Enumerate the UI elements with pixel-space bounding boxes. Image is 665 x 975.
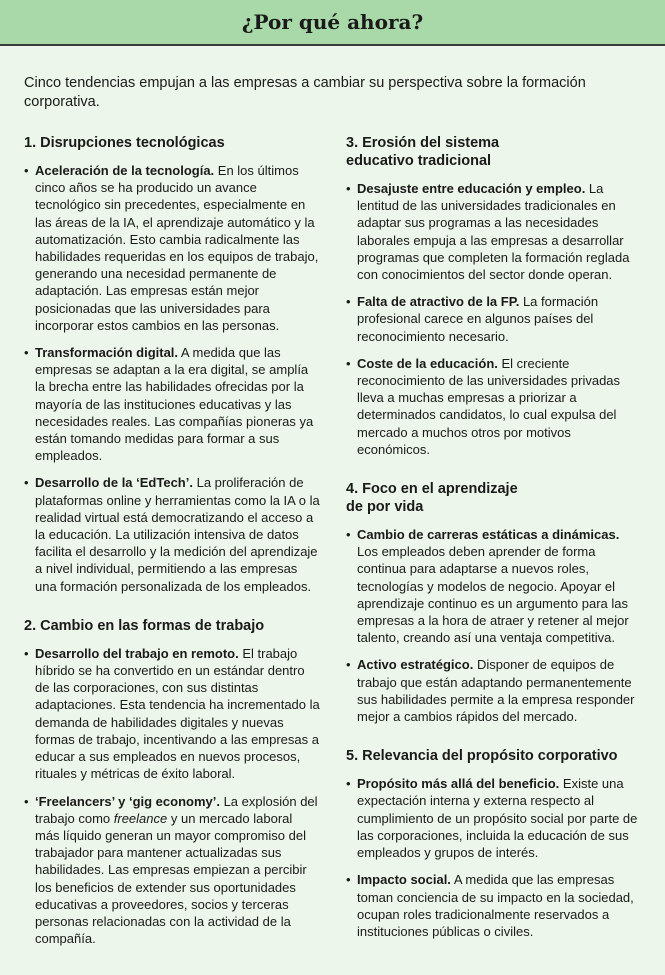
item-lead: Activo estratégico. bbox=[357, 657, 474, 673]
list-item bbox=[346, 293, 642, 345]
list-item bbox=[24, 344, 320, 464]
right-column bbox=[346, 134, 642, 969]
section-formas-trabajo bbox=[24, 617, 320, 947]
section-aprendizaje bbox=[346, 480, 642, 725]
header-bar bbox=[0, 0, 665, 46]
list-item bbox=[24, 474, 320, 594]
item-lead: Desarrollo del trabajo en remoto. bbox=[35, 645, 239, 661]
list-item bbox=[346, 871, 642, 940]
list-item bbox=[346, 656, 642, 725]
item-lead: Desajuste entre educación y empleo. bbox=[357, 181, 586, 196]
columns bbox=[24, 134, 665, 969]
item-lead: Cambio de carreras estáticas a dinámicas. bbox=[357, 527, 620, 543]
item-text: Los empleados deben aprender de forma continua para adaptarse a nuevos roles, tecnologías y modelos de negocio. Apoyar el aprendizaje continuo es un argumento para las empresas a la hora de atraer y retener al mejor talento, creando así una ventaja competitiva. bbox=[357, 544, 629, 646]
section-erosion bbox=[346, 134, 642, 458]
item-text: A medida que las empresas se adaptan a la era digital, se amplía la brecha entre las habilidades ofrecidas por la mayoría de las instituciones educativas y las necesidades reales. Las compañías pioneras ya están tomando medidas para formar a sus empleados. bbox=[35, 345, 314, 464]
section-title: 2. Cambio en las formas de trabajo bbox=[24, 617, 265, 634]
list-item bbox=[24, 793, 320, 948]
item-text: El creciente reconocimiento de las universidades privadas lleva a muchas empresas a priorizar a determinados candidatos, lo cual expulsa del mercado a muchos otros por motivos económicos. bbox=[357, 355, 621, 457]
item-lead: Impacto social. bbox=[357, 872, 451, 888]
bullet-list bbox=[346, 180, 642, 458]
section-disrupciones bbox=[24, 134, 320, 595]
list-item bbox=[346, 180, 642, 283]
item-text: Existe una expectación interna y externa respecto al cumplimiento de un propósito social por parte de las corporaciones, incluida la educación de sus empleados y grupos de interés. bbox=[357, 776, 638, 861]
item-text: El trabajo híbrido se ha convertido en un estándar dentro de las corporaciones, con sus distintas adaptaciones. Esta tendencia ha incrementado la demanda de habilidades digitales y nuevas formas de trabajo, incentivando a las empresas a educar a sus empleados en nuevos procesos, rituales y métricas de éxito laboral. bbox=[35, 645, 320, 782]
item-lead: Transformación digital. bbox=[35, 345, 179, 361]
section-title-line: educativo tradicional bbox=[346, 153, 492, 169]
section-title-line: de por vida bbox=[346, 499, 424, 516]
item-lead: ‘Freelancers’ y ‘gig economy’. bbox=[35, 793, 220, 809]
item-text: La explosión del trabajo como bbox=[35, 793, 318, 826]
section-title-line: 4. Foco en el aprendizaje bbox=[346, 481, 518, 498]
bullet-list bbox=[346, 775, 642, 940]
bullet-list bbox=[346, 526, 642, 725]
item-lead: Desarrollo de la ‘EdTech’. bbox=[35, 475, 193, 491]
item-emphasis: freelance bbox=[113, 810, 168, 826]
intro-text: Cinco tendencias empujan a las empresas a cambiar su perspectiva sobre la formación corporativa. bbox=[24, 75, 586, 110]
list-item bbox=[24, 645, 320, 783]
bullet-list bbox=[24, 162, 320, 595]
page-title: ¿Por qué ahora? bbox=[241, 10, 424, 34]
list-item bbox=[24, 162, 320, 334]
list-item bbox=[346, 355, 642, 458]
section-proposito bbox=[346, 747, 642, 940]
section-title bbox=[346, 480, 642, 516]
item-lead: Falta de atractivo de la FP. bbox=[357, 294, 520, 310]
item-text: En los últimos cinco años se ha producido un avance tecnológico sin precedentes, especialmente en las áreas de la IA, el aprendizaje automático y la automatización. Esto cambia radicalmente las habilidades requeridas en los equipos de trabajo, generando una necesidad permanente de adaptación. Las empresas están mejor posicionadas que las universidades para incorporar estos cambios en las personas. bbox=[35, 163, 319, 333]
bullet-list bbox=[24, 645, 320, 947]
item-text: La lentitud de las universidades tradicionales en adaptar sus programas a las necesidades laborales empuja a las empresas a desarrollar programas que completen la formación reglada con conocimientos del sector donde operan. bbox=[357, 181, 630, 283]
section-title: 1. Disrupciones tecnológicas bbox=[24, 135, 225, 151]
item-lead: Aceleración de la tecnología. bbox=[35, 163, 215, 178]
section-title: 5. Relevancia del propósito corporativo bbox=[346, 748, 618, 765]
left-column bbox=[24, 134, 320, 969]
item-text: Disponer de equipos de trabajo que están adaptando permanentemente sus habilidades permite a la empresa responder mejor a cambios rápidos del mercado. bbox=[357, 657, 635, 725]
item-text: La proliferación de plataformas online y herramientas como la IA o la realidad virtual está democratizando el acceso a la educación. La utilización intensiva de datos facilita el desarrollo y la medición del aprendizaje a nivel individual, permitiendo a las empresas una formación personalizada de los empleados. bbox=[35, 475, 320, 594]
item-lead: Coste de la educación. bbox=[357, 355, 498, 371]
section-title bbox=[346, 134, 642, 170]
list-item bbox=[346, 775, 642, 861]
item-lead: Propósito más allá del beneficio. bbox=[357, 776, 560, 792]
section-title-line: 3. Erosión del sistema bbox=[346, 135, 500, 151]
list-item bbox=[346, 526, 642, 646]
item-text: La formación profesional carece en algunos países del reconocimiento necesario. bbox=[357, 294, 599, 344]
item-text: A medida que las empresas toman conciencia de su impacto en la sociedad, ocupan roles tradicionalmente reservados a instituciones públicas o civiles. bbox=[357, 872, 634, 939]
item-text: y un mercado laboral más líquido generan un mayor compromiso del trabajador para mantener actualizadas sus habilidades. Las empresas empiezan a percibir los beneficios de extender sus oportunidades educativas a proveedores, socios y terceras personas relacionadas con la actividad de la compañía. bbox=[35, 810, 307, 947]
